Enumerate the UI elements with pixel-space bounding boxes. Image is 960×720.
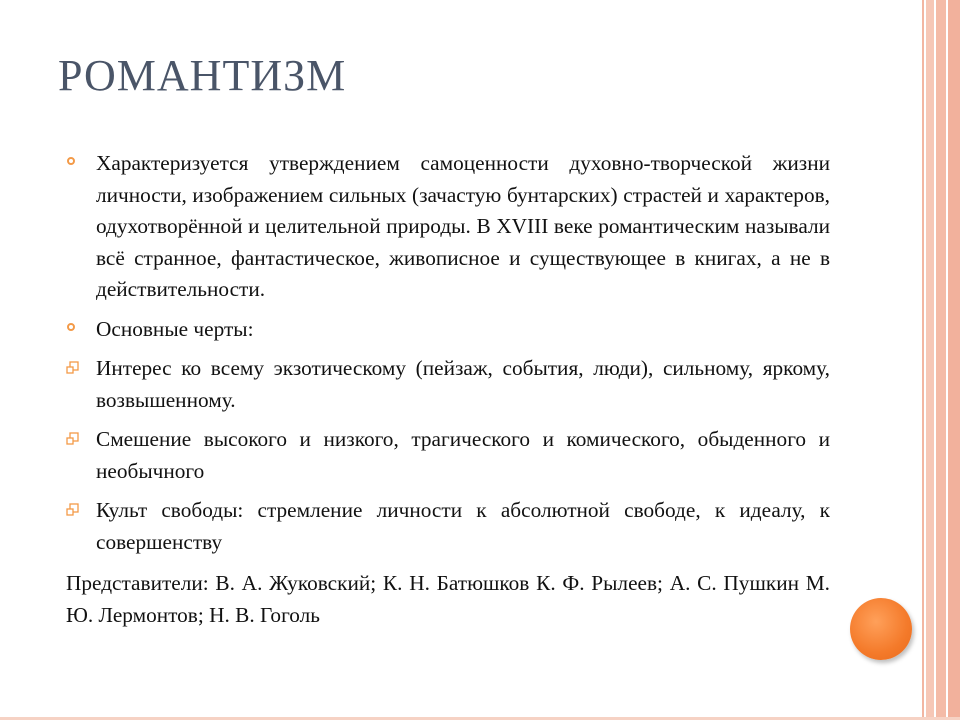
bullet-item	[66, 424, 830, 487]
bullet-text: Характеризуется утверждением самоценности духовно-творческой жизни личности, изображением сильных (зачастую бунтарских) страстей и характеров, одухотворённой и целительной природы. В XVIII веке романтическим называли всё странное, фантастическое, живописное и существующее в книгах, а не в действительности.	[96, 151, 830, 301]
stripe	[926, 0, 934, 720]
stripe	[936, 0, 946, 720]
stripe	[922, 0, 924, 720]
circle-bullet-icon	[67, 157, 75, 165]
square-bullet-icon	[66, 503, 80, 517]
square-bullet-icon	[66, 361, 80, 375]
bullet-item	[66, 148, 830, 306]
bullet-text: Культ свободы: стремление личности к абсолютной свободе, к идеалу, к совершенству	[96, 498, 830, 554]
bullet-text: Основные черты:	[96, 316, 254, 341]
bullet-item	[66, 495, 830, 558]
representatives-text: Представители: В. А. Жуковский; К. Н. Батюшков К. Ф. Рылеев; А. С. Пушкин М. Ю. Лермонтов; Н. В. Гоголь	[66, 571, 830, 627]
bullet-text: Смешение высокого и низкого, трагического и комического, обыденного и необычного	[96, 427, 830, 483]
stripe	[948, 0, 960, 720]
square-bullet-icon	[66, 432, 80, 446]
orange-orb-decoration	[850, 598, 912, 660]
slide-content	[66, 148, 830, 631]
bullet-text: Интерес ко всему экзотическому (пейзаж, события, люди), сильному, яркому, возвышенному.	[96, 356, 830, 412]
bullet-item	[66, 353, 830, 416]
bullet-item	[66, 314, 830, 346]
circle-bullet-icon	[67, 323, 75, 331]
decorative-stripes	[916, 0, 960, 720]
slide-title: РОМАНТИЗМ	[58, 51, 347, 100]
